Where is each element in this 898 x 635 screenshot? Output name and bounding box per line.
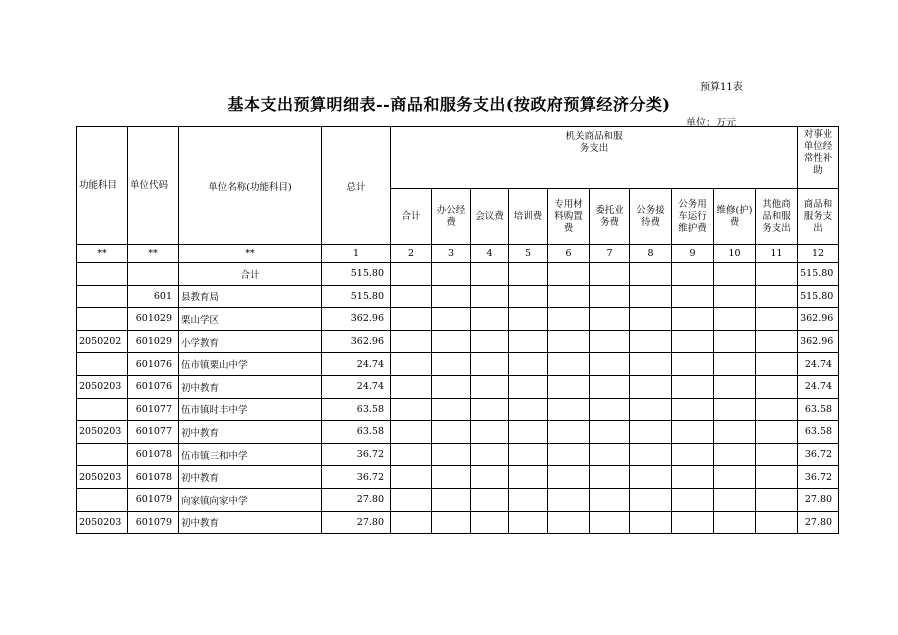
subsidy-cell: 27.80 [798,488,839,511]
empty-cell [672,308,714,331]
empty-cell [471,263,509,286]
empty-cell [432,488,471,511]
unit-code-cell: 601077 [128,421,179,444]
unit-code-cell: 601078 [128,466,179,489]
empty-cell [548,488,590,511]
budget-table [76,126,839,534]
func-code-cell: 2050203 [77,511,128,534]
total-cell: 63.58 [322,398,391,421]
empty-cell [391,488,432,511]
empty-cell [756,330,798,353]
empty-cell [590,330,630,353]
empty-cell [630,285,672,308]
empty-cell [391,285,432,308]
index-cell: 3 [432,245,471,263]
empty-cell [630,443,672,466]
empty-cell [590,488,630,511]
empty-cell [756,421,798,444]
empty-cell [391,511,432,534]
empty-cell [509,421,548,444]
empty-cell [590,398,630,421]
empty-cell [509,488,548,511]
unit-name-cell: 向家镇向家中学 [179,488,322,511]
empty-cell [432,263,471,286]
empty-cell [756,398,798,421]
table-row [77,330,839,353]
subsidy-cell: 24.74 [798,375,839,398]
table-row [77,375,839,398]
index-cell: 12 [798,245,839,263]
header-group-1: 机关商品和服务支出 [391,127,798,189]
empty-cell [391,466,432,489]
index-cell: ** [77,245,128,263]
table-row [77,443,839,466]
unit-label: 单位：万元 [686,118,736,129]
empty-cell [590,353,630,376]
empty-cell [672,330,714,353]
empty-cell [630,308,672,331]
total-cell: 515.80 [322,285,391,308]
empty-cell [590,285,630,308]
unit-code-cell: 601077 [128,398,179,421]
empty-cell [548,375,590,398]
empty-cell [509,375,548,398]
empty-cell [471,398,509,421]
total-cell: 24.74 [322,375,391,398]
empty-cell [432,353,471,376]
empty-cell [509,285,548,308]
empty-cell [509,443,548,466]
empty-cell [756,443,798,466]
unit-code-cell: 601076 [128,353,179,376]
empty-cell [630,263,672,286]
unit-name-cell: 县教育局 [179,285,322,308]
empty-cell [630,466,672,489]
func-code-cell [77,285,128,308]
subsidy-cell: 362.96 [798,330,839,353]
unit-name-cell: 栗山学区 [179,308,322,331]
unit-code-cell: 601 [128,285,179,308]
index-cell: 6 [548,245,590,263]
header-total: 总计 [322,127,391,245]
header-group-2: 对事业单位经常性补助 [798,127,839,189]
empty-cell [590,511,630,534]
subsidy-cell: 362.96 [798,308,839,331]
total-cell: 27.80 [322,488,391,511]
header-name: 单位名称(功能科目) [179,127,322,245]
empty-cell [548,263,590,286]
empty-cell [548,353,590,376]
empty-cell [714,263,756,286]
total-cell: 27.80 [322,511,391,534]
index-cell: 11 [756,245,798,263]
index-cell: 1 [322,245,391,263]
index-cell: 4 [471,245,509,263]
header-sub-10: 其他商品和服务支出 [756,189,798,245]
func-code-cell [77,443,128,466]
empty-cell [756,511,798,534]
unit-code-cell: 601079 [128,511,179,534]
page-title: 基本支出预算明细表--商品和服务支出(按政府预算经济分类) [227,95,671,114]
header-sub-2: 办公经费 [432,189,471,245]
unit-name-cell: 合计 [179,263,322,286]
table-row [77,263,839,286]
empty-cell [672,398,714,421]
table-row [77,466,839,489]
unit-code-cell: 601078 [128,443,179,466]
empty-cell [714,511,756,534]
empty-cell [432,285,471,308]
empty-cell [432,330,471,353]
unit-name-cell: 小学教育 [179,330,322,353]
header-sub-4: 培训费 [509,189,548,245]
empty-cell [509,263,548,286]
empty-cell [590,375,630,398]
func-code-cell [77,308,128,331]
table-row [77,398,839,421]
unit-name-cell: 初中教育 [179,375,322,398]
empty-cell [590,263,630,286]
empty-cell [471,375,509,398]
index-cell: 9 [672,245,714,263]
empty-cell [471,330,509,353]
empty-cell [548,443,590,466]
empty-cell [432,421,471,444]
empty-cell [548,330,590,353]
func-code-cell: 2050202 [77,330,128,353]
empty-cell [672,375,714,398]
empty-cell [391,353,432,376]
empty-cell [672,488,714,511]
table-row [77,511,839,534]
empty-cell [756,375,798,398]
total-cell: 362.96 [322,330,391,353]
subsidy-cell: 36.72 [798,443,839,466]
empty-cell [391,443,432,466]
empty-cell [391,398,432,421]
index-cell: 5 [509,245,548,263]
unit-name-cell: 初中教育 [179,421,322,444]
index-cell: 2 [391,245,432,263]
empty-cell [630,353,672,376]
header-sub-8: 公务用车运行维护费 [672,189,714,245]
func-code-cell [77,263,128,286]
header-sub-3: 会议费 [471,189,509,245]
empty-cell [471,285,509,308]
unit-code-cell: 601029 [128,308,179,331]
func-code-cell: 2050203 [77,466,128,489]
unit-code-cell: 601076 [128,375,179,398]
unit-name-cell: 伍市镇栗山中学 [179,353,322,376]
empty-cell [714,308,756,331]
empty-cell [432,398,471,421]
empty-cell [756,466,798,489]
table-row [77,421,839,444]
empty-cell [471,353,509,376]
empty-cell [714,398,756,421]
empty-cell [471,421,509,444]
empty-cell [714,466,756,489]
total-cell: 362.96 [322,308,391,331]
total-cell: 24.74 [322,353,391,376]
empty-cell [714,443,756,466]
empty-cell [391,375,432,398]
empty-cell [471,308,509,331]
empty-cell [590,421,630,444]
header-sub-1: 合计 [391,189,432,245]
empty-cell [509,330,548,353]
subsidy-cell: 63.58 [798,421,839,444]
unit-name-cell: 初中教育 [179,466,322,489]
empty-cell [590,308,630,331]
header-func: 功能科目 [77,127,128,245]
empty-cell [509,466,548,489]
empty-cell [630,375,672,398]
empty-cell [471,488,509,511]
empty-cell [672,263,714,286]
subsidy-cell: 27.80 [798,511,839,534]
subsidy-cell: 24.74 [798,353,839,376]
empty-cell [714,488,756,511]
total-cell: 515.80 [322,263,391,286]
empty-cell [471,466,509,489]
unit-code-cell: 601029 [128,330,179,353]
empty-cell [548,466,590,489]
empty-cell [756,488,798,511]
func-code-cell: 2050203 [77,375,128,398]
header-code: 单位代码 [128,127,179,245]
empty-cell [756,263,798,286]
empty-cell [432,511,471,534]
empty-cell [391,308,432,331]
func-code-cell: 2050203 [77,421,128,444]
empty-cell [756,285,798,308]
empty-cell [672,285,714,308]
empty-cell [672,443,714,466]
func-code-cell [77,353,128,376]
empty-cell [672,353,714,376]
empty-cell [391,330,432,353]
index-cell: 7 [590,245,630,263]
unit-code-cell: 601079 [128,488,179,511]
empty-cell [714,330,756,353]
empty-cell [548,308,590,331]
empty-cell [509,353,548,376]
empty-cell [548,511,590,534]
empty-cell [630,398,672,421]
empty-cell [548,421,590,444]
unit-name-cell: 伍市镇三和中学 [179,443,322,466]
empty-cell [471,511,509,534]
header-sub-9: 维修(护)费 [714,189,756,245]
index-cell: ** [128,245,179,263]
unit-code-cell [128,263,179,286]
empty-cell [756,308,798,331]
empty-cell [630,330,672,353]
index-cell: 10 [714,245,756,263]
subsidy-cell: 515.80 [798,285,839,308]
header-sub-6: 委托业务费 [590,189,630,245]
empty-cell [714,285,756,308]
index-cell: ** [179,245,322,263]
func-code-cell [77,488,128,511]
empty-cell [548,285,590,308]
empty-cell [714,375,756,398]
empty-cell [509,398,548,421]
unit-name-cell: 伍市镇时丰中学 [179,398,322,421]
unit-name-cell: 初中教育 [179,511,322,534]
empty-cell [590,466,630,489]
empty-cell [509,308,548,331]
table-row [77,308,839,331]
empty-cell [432,308,471,331]
subsidy-cell: 63.58 [798,398,839,421]
total-cell: 63.58 [322,421,391,444]
total-cell: 36.72 [322,443,391,466]
table-row [77,488,839,511]
empty-cell [714,353,756,376]
header-sub-5: 专用材料购置费 [548,189,590,245]
empty-cell [756,353,798,376]
empty-cell [672,421,714,444]
empty-cell [432,375,471,398]
table-row [77,353,839,376]
empty-cell [548,398,590,421]
empty-cell [630,511,672,534]
index-cell: 8 [630,245,672,263]
empty-cell [391,421,432,444]
empty-cell [672,511,714,534]
empty-cell [432,443,471,466]
table-row [77,285,839,308]
empty-cell [714,421,756,444]
empty-cell [391,263,432,286]
empty-cell [630,421,672,444]
header-sub-11: 商品和服务支出 [798,189,839,245]
empty-cell [672,466,714,489]
empty-cell [432,466,471,489]
form-number: 预算11表 [700,82,743,93]
empty-cell [590,443,630,466]
empty-cell [471,443,509,466]
empty-cell [509,511,548,534]
subsidy-cell: 36.72 [798,466,839,489]
subsidy-cell: 515.80 [798,263,839,286]
empty-cell [630,488,672,511]
total-cell: 36.72 [322,466,391,489]
header-sub-7: 公务接待费 [630,189,672,245]
func-code-cell [77,398,128,421]
